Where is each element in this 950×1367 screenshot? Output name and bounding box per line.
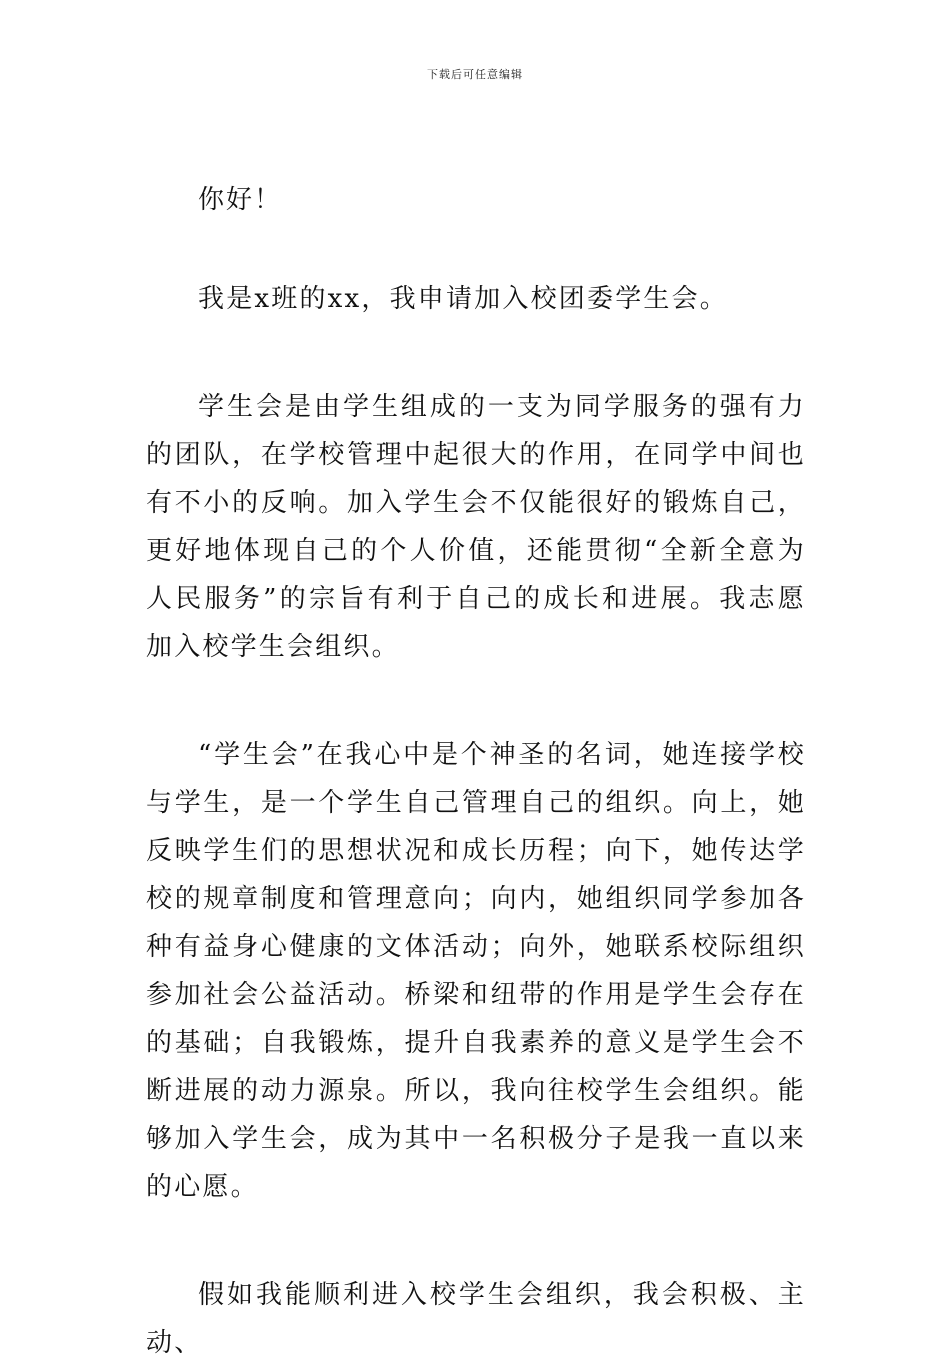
page-header-note: 下载后可任意编辑 bbox=[427, 68, 523, 81]
paragraph-intro: 我是x班的xx，我申请加入校团委学生会。 bbox=[198, 284, 728, 314]
document-body bbox=[146, 181, 806, 1367]
paragraph-student-union-role: 学生会是由学生组成的一支为同学服务的强有力的团队，在学校管理中起很大的作用，在同学中间也有不小的反响。加入学生会不仅能很好的锻炼自己，更好地体现自己的个人价值，还能贯彻“全新全意为人民服务”的宗旨有利于自己的成长和进展。我志愿加入校学生会组织。 bbox=[146, 392, 806, 662]
paragraph-student-union-meaning: “学生会”在我心中是个神圣的名词，她连接学校与学生，是一个学生自己管理自己的组织。向上，她反映学生们的思想状况和成长历程；向下，她传达学校的规章制度和管理意向；向内，她组织同学参加各种有益身心健康的文体活动；向外，她联系校际组织参加社会公益活动。桥梁和纽带的作用是学生会存在的基础；自我锻炼，提升自我素养的意义是学生会不断进展的动力源泉。所以，我向往校学生会组织。能够加入学生会，成为其中一名积极分子是我一直以来的心愿。 bbox=[146, 740, 806, 1202]
greeting: 你好！ bbox=[198, 185, 283, 215]
paragraph-commitment: 假如我能顺利进入校学生会组织，我会积极、主动、 bbox=[146, 1280, 806, 1358]
